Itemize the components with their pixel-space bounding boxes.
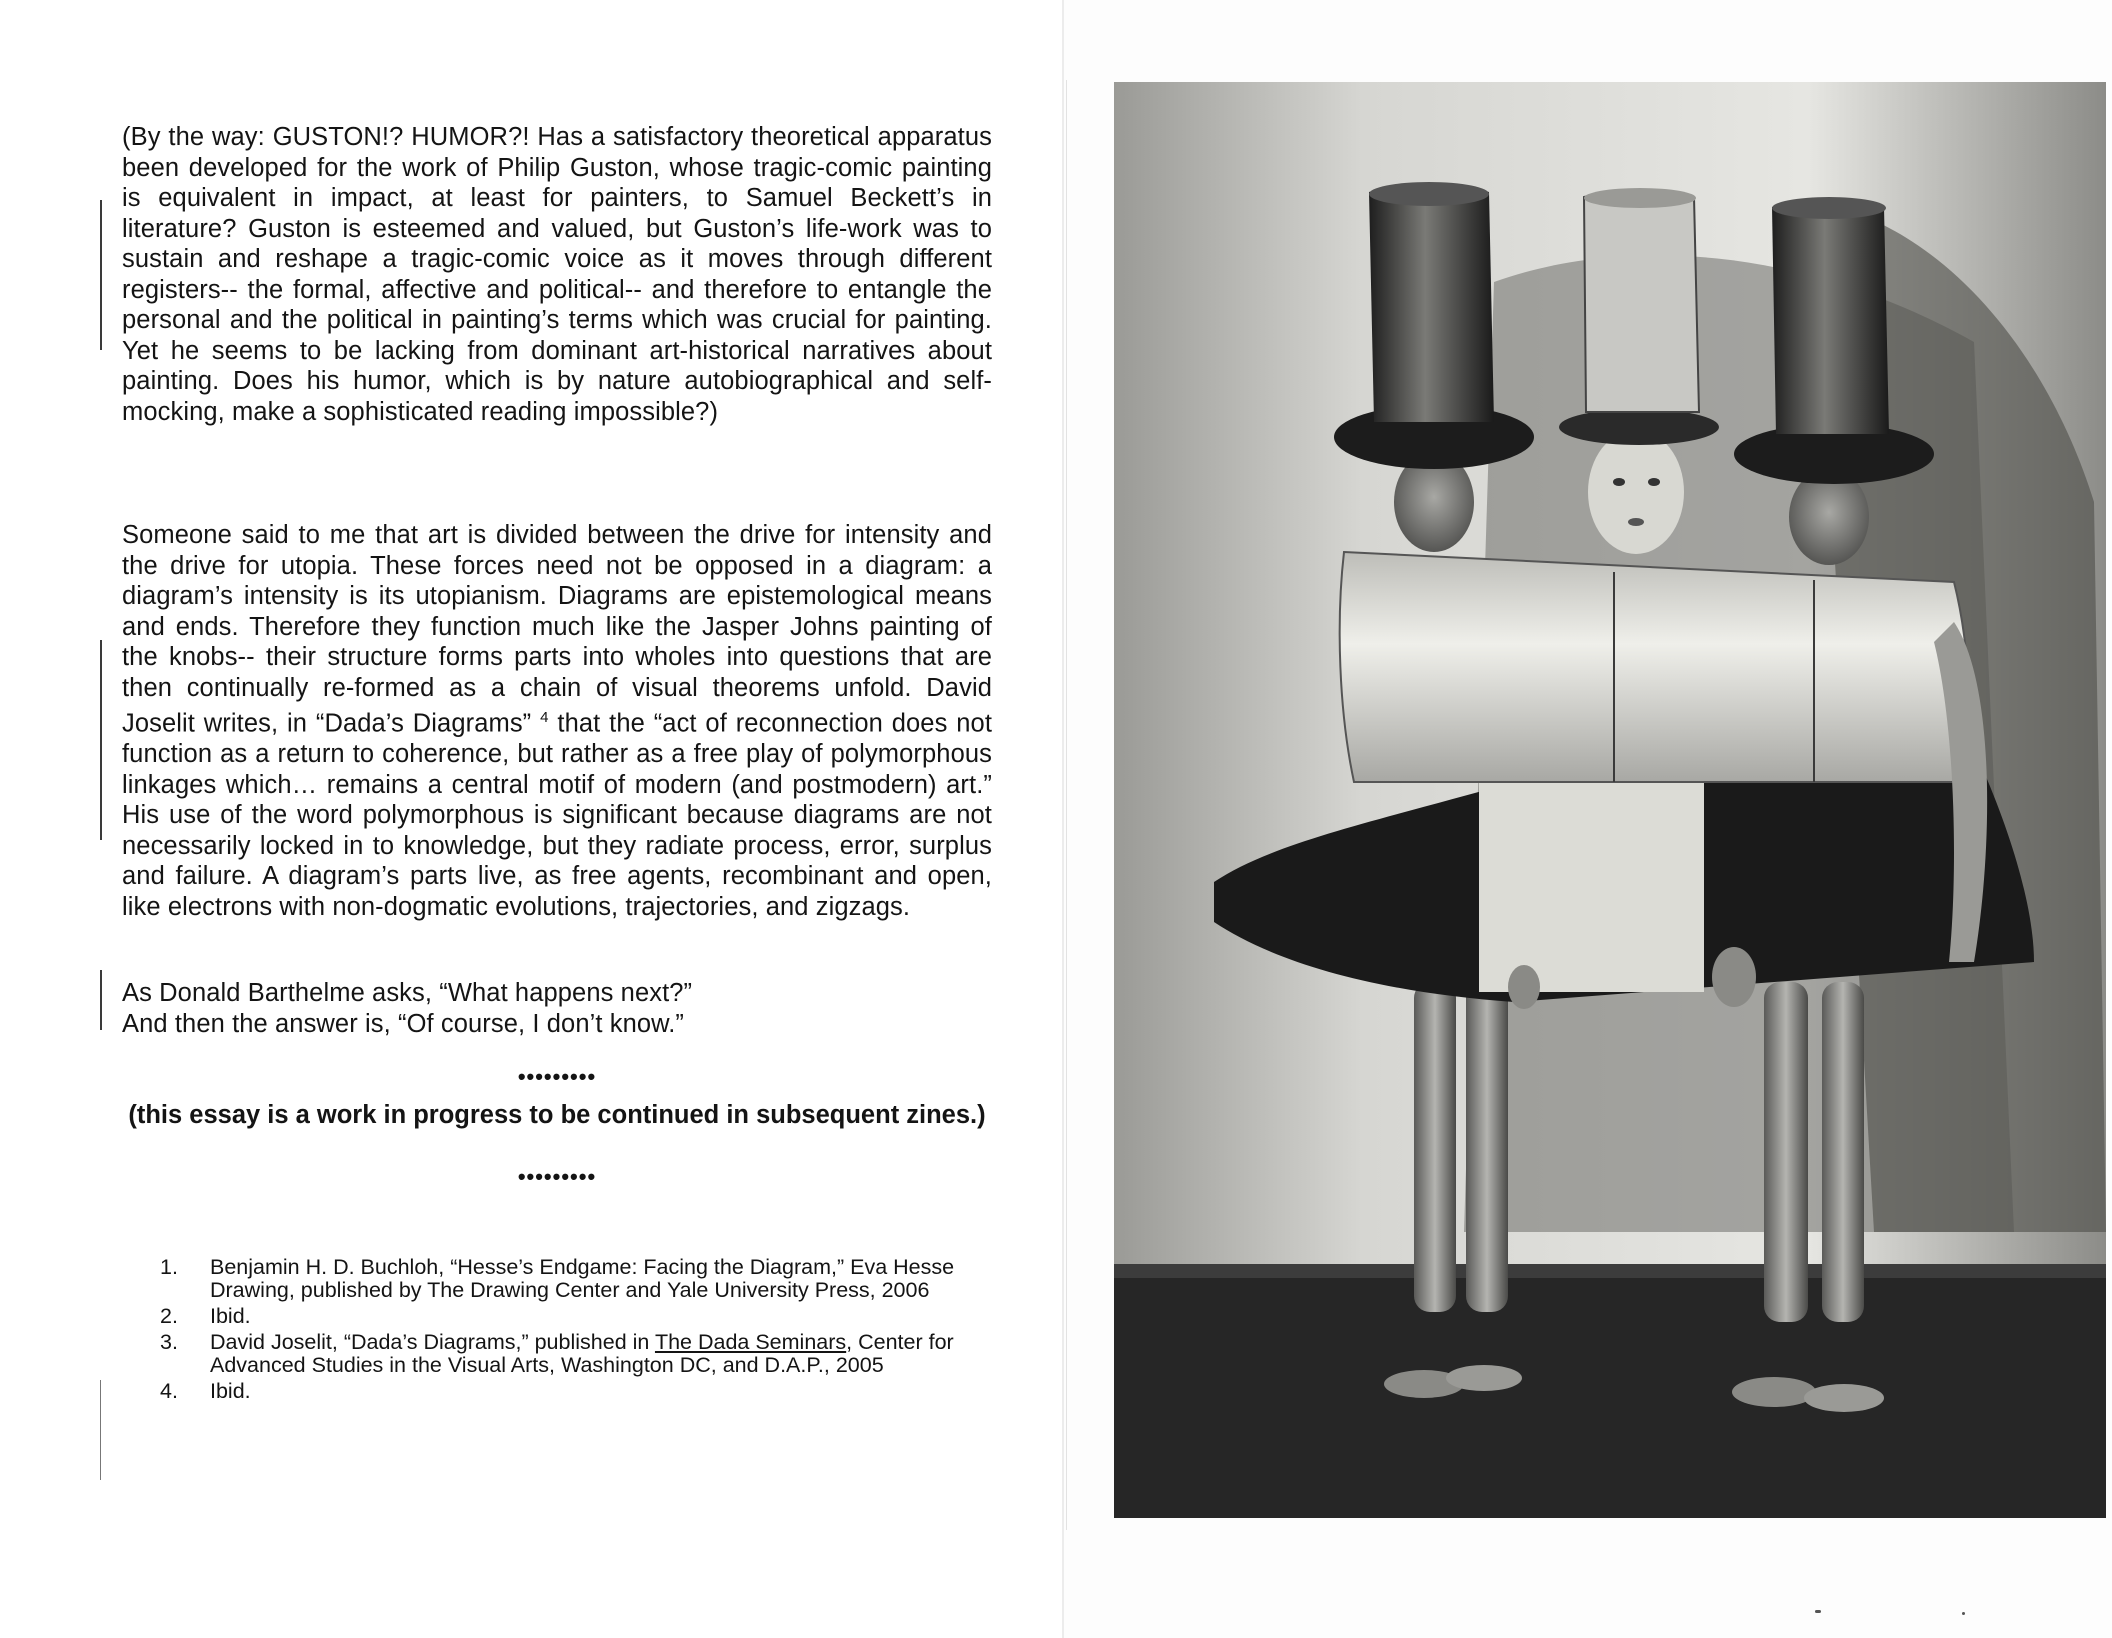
footnote-number: 1.	[160, 1255, 178, 1279]
footnote-item	[160, 1380, 980, 1403]
separator-dots-top: •••••••••	[517, 1064, 597, 1089]
mask-mouth	[1628, 518, 1644, 526]
footnote-text: Benjamin H. D. Buchloh, “Hesse’s Endgame: Facing the Diagram,” Eva Hesse Drawing, published by The Drawing Center and Yale University Press, 2006	[210, 1255, 955, 1302]
leg	[1414, 982, 1456, 1312]
footnote-number: 2.	[160, 1304, 178, 1328]
diagram-paragraph-part2: that the “act of reconnection does not function as a return to coherence, but rather as a free play of polymorphous linkages which… remains a central motif of modern (and postmodern) art.” His use of the word polymorphous is significant because diagrams are not necessarily locked in to knowledge, but they radiate process, error, surplus and failure. A diagram’s parts live, as free agents, recombinant and open, like electrons with non-dogmatic evolutions, trajectories, and zigzags.	[122, 709, 993, 921]
barthelme-line-2: And then the answer is, “Of course, I don’t know.”	[122, 1009, 685, 1038]
costume-photograph	[1114, 82, 2106, 1518]
footnote-text-before: David Joselit, “Dada’s Diagrams,” published in	[210, 1330, 655, 1354]
margin-rule	[100, 970, 102, 1030]
diagram-paragraph-part1: Someone said to me that art is divided between the drive for intensity and the drive for utopia. These forces need not be opposed in a diagram: a diagram’s intensity is its utopianism. Diagrams are epistemological means and ends. Therefore they function much like the Jasper Johns painting of the knobs-- their structure forms parts into wholes into questions that are then continually re-formed as a chain of visual theorems unfold. David Joselit writes, in “Dada’s Diagrams”	[122, 521, 992, 738]
barthelme-line-1: As Donald Barthelme asks, “What happens next?”	[122, 979, 693, 1007]
hand	[1712, 947, 1756, 1007]
leg	[1466, 982, 1508, 1312]
shoe	[1732, 1377, 1816, 1407]
footnote-text-after: , Center for Advanced Studies in the Visual Arts, Washington DC, and D.A.P., 2005	[210, 1330, 954, 1377]
photo-floor	[1114, 1272, 2106, 1518]
footnote-text: Ibid.	[210, 1379, 251, 1403]
footnote-item	[160, 1256, 980, 1302]
costume-panel	[1479, 782, 1704, 992]
guston-paragraph: (By the way: GUSTON!? HUMOR?! Has a satisfactory theoretical apparatus been developed for the work of Philip Guston, whose tragic-comic painting is equivalent in impact, at least for painters, to Samuel Beckett’s in literature? Guston is esteemed and valued, but Guston’s life-work was to sustain and reshape a tragic-comic voice as it moves through different registers-- the formal, affective and political-- and therefore to entangle the personal and the political in painting’s terms which was crucial for painting. Yet he seems to be lacking from dominant art-historical narratives about painting. Does his humor, which is by nature autobiographical and self-mocking, make a sophisticated reading impossible?)	[122, 123, 992, 426]
diagram-paragraph	[122, 520, 992, 922]
hat-brim	[1559, 409, 1719, 445]
footnote-number: 3.	[160, 1330, 178, 1354]
footnote-item	[160, 1305, 980, 1328]
top-hat	[1772, 200, 1889, 435]
footnote-book-title: The Dada Seminars	[654, 1330, 847, 1354]
mask-face	[1588, 430, 1684, 554]
page-fold	[1062, 0, 1064, 1638]
page-fold-shadow	[1066, 80, 1067, 1530]
leg	[1822, 982, 1864, 1322]
hand	[1508, 965, 1540, 1009]
footnote-item	[160, 1331, 980, 1377]
costume-photo-illustration	[1114, 82, 2106, 1518]
baseboard	[1114, 1264, 2106, 1278]
footnote-number: 4.	[160, 1379, 178, 1403]
leg	[1764, 982, 1808, 1322]
footnotes-list	[160, 1256, 980, 1406]
hat-top	[1369, 182, 1489, 206]
barthelme-paragraph	[122, 978, 992, 1039]
scan-speck	[1815, 1610, 1821, 1613]
scan-speck	[1962, 1612, 1965, 1615]
margin-rule	[100, 640, 102, 840]
shoe	[1446, 1365, 1522, 1391]
margin-rule	[100, 200, 102, 350]
separator-dots-bottom: •••••••••	[517, 1164, 597, 1189]
top-hat	[1584, 192, 1699, 412]
hat-top	[1772, 197, 1886, 219]
margin-rule	[100, 1380, 101, 1480]
mask-eye	[1648, 478, 1660, 486]
hat-top	[1584, 188, 1696, 208]
top-hat	[1369, 185, 1494, 423]
footnote-text: Ibid.	[210, 1304, 251, 1328]
costume-cylinder	[1340, 552, 1970, 782]
closing-note: (this essay is a work in progress to be continued in subsequent zines.)	[128, 1101, 986, 1129]
mask-eye	[1613, 478, 1625, 486]
shoe	[1804, 1384, 1884, 1412]
footnote-reference: 4	[540, 709, 549, 726]
